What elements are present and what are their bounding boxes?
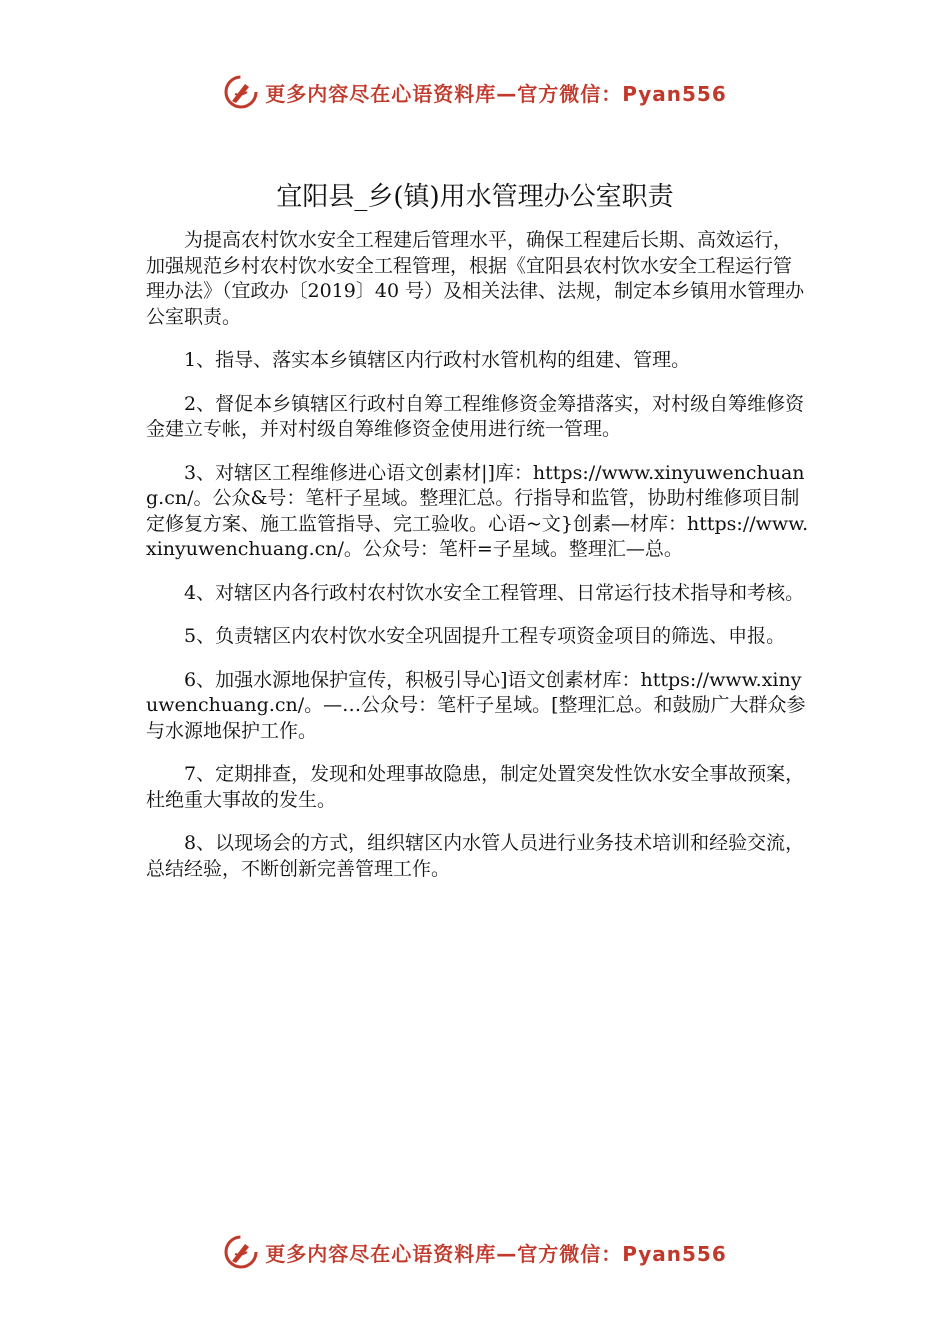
duty-item-8: 8、以现场会的方式，组织辖区内水管人员进行业务技术培训和经验交流，总结经验，不断创新完善管理工作。: [146, 832, 805, 880]
banner-text: 更多内容尽在心语资料库—官方微信：Pyan556: [265, 81, 727, 106]
duty-item-5: 5、负责辖区内农村饮水安全巩固提升工程专项资金项目的筛选、申报。: [184, 625, 786, 647]
document-title: 宜阳县_乡(镇)用水管理办公室职责: [276, 182, 674, 212]
duty-item-1: 1、指导、落实本乡镇辖区内行政村水管机构的组建、管理。: [184, 349, 691, 371]
brush-logo-icon: [223, 74, 259, 110]
brush-logo-icon: [223, 1234, 259, 1270]
duty-item-3: 3、对辖区工程维修进心语文创素材|]库：https://www.xinyuwenchuang.cn/。公众&号：笔杆子星域。整理汇总。行指导和监管，协助村维修项目制定修复方案、施工监管指导、完工验收。心语~文}创素—材库：https://www.xinyuwenchuang.cn/。公众号：笔杆=子星域。整理汇—总。: [146, 461, 809, 560]
duty-item-2: 2、督促本乡镇辖区行政村自筹工程维修资金筹措落实，对村级自筹维修资金建立专帐，并对村级自筹维修资金使用进行统一管理。: [146, 392, 805, 440]
header-banner: [0, 72, 950, 112]
footer-banner: [0, 1232, 950, 1272]
duty-item-4: 4、对辖区内各行政村农村饮水安全工程管理、日常运行技术指导和考核。: [184, 581, 805, 604]
document-body: [146, 228, 810, 900]
banner-text: 更多内容尽在心语资料库—官方微信：Pyan556: [265, 1241, 727, 1266]
intro-paragraph: 为提高农村饮水安全工程建后管理水平，确保工程建后长期、高效运行，加强规范乡村农村饮水安全工程管理，根据《宜阳县农村饮水安全工程运行管理办法》（宜政办〔2019〕40 号）及相关法律、法规，制定本乡镇用水管理办公室职责。: [146, 229, 805, 328]
duty-item-7: 7、定期排查，发现和处理事故隐患，制定处置突发性饮水安全事故预案，杜绝重大事故的发生。: [146, 763, 805, 811]
duty-item-6: 6、加强水源地保护宣传，积极引导心]语文创素材库：https://www.xinyuwenchuang.cn/。—…公众号：笔杆子星域。[整理汇总。和鼓励广大群众参与水源地保护工作。: [146, 668, 806, 742]
